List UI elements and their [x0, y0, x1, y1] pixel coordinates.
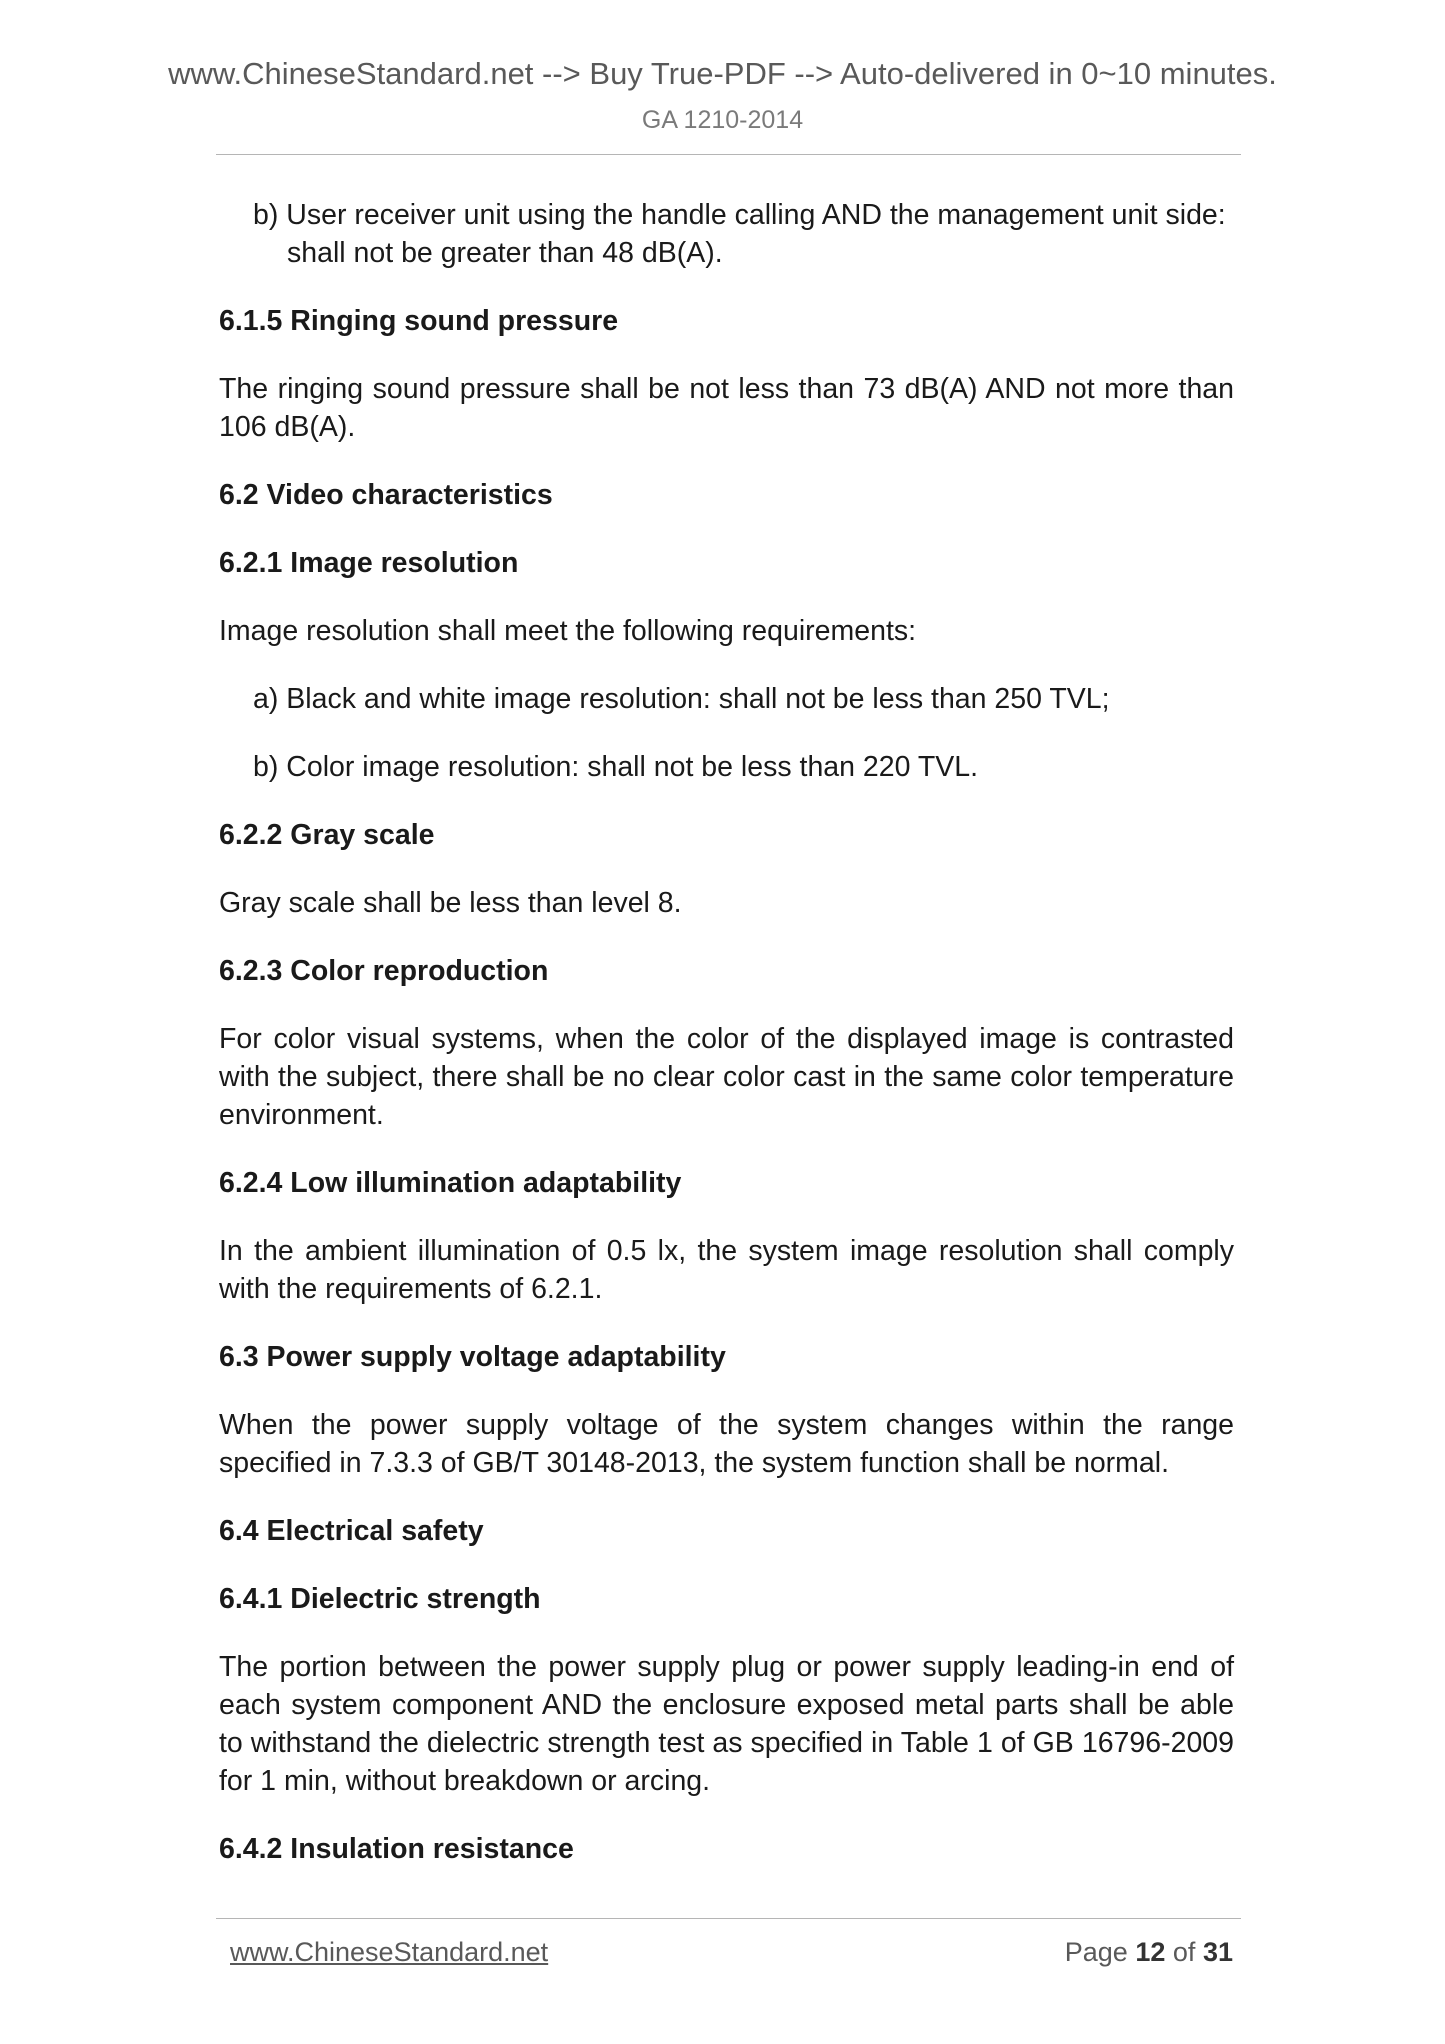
paragraph-6-2-3: For color visual systems, when the color of the displayed image is contrasted with the subject, there shall be no clear color cast in the same color temperature environment. — [219, 1023, 1234, 1131]
heading-6-3: 6.3 Power supply voltage adaptability — [219, 1341, 726, 1373]
heading-6-2-1: 6.2.1 Image resolution — [219, 547, 519, 579]
header-banner: www.ChineseStandard.net --> Buy True-PDF --> Auto-delivered in 0~10 minutes. — [168, 56, 1277, 91]
heading-6-2-2: 6.2.2 Gray scale — [219, 819, 435, 851]
page-current: 12 — [1135, 1937, 1166, 1967]
paragraph-6-1-5: The ringing sound pressure shall be not less than 73 dB(A) AND not more than 106 dB(A). — [219, 373, 1234, 443]
standard-code: GA 1210-2014 — [641, 106, 804, 134]
footer-website-link[interactable]: www.ChineseStandard.net — [230, 1937, 549, 1967]
page-total: 31 — [1202, 1937, 1233, 1967]
page-prefix: Page — [1064, 1937, 1128, 1967]
document-body — [219, 196, 1234, 1898]
paragraph-6-4-1: The portion between the power supply plug or power supply leading-in end of each system component AND the enclosure exposed metal parts shall be able to withstand the dielectric strength test as specified in Table 1 of GB 16796-2009 for 1 min, without breakdown or arcing. — [219, 1651, 1234, 1797]
paragraph-6-2-4: In the ambient illumination of 0.5 lx, the system image resolution shall comply with the requirements of 6.2.1. — [219, 1235, 1234, 1305]
list-item-a-bw: a) Black and white image resolution: shall not be less than 250 TVL; — [253, 683, 1110, 715]
page-of: of — [1172, 1937, 1196, 1967]
paragraph-6-2-2: Gray scale shall be less than level 8. — [219, 887, 682, 919]
page-number — [1065, 1937, 1233, 1968]
list-item-b-color: b) Color image resolution: shall not be less than 220 TVL. — [253, 751, 979, 783]
heading-6-2: 6.2 Video characteristics — [219, 479, 553, 511]
list-item-b-audio: b) User receiver unit using the handle calling AND the management unit side: shall not be greater than 48 dB(A). — [253, 199, 1226, 269]
header-divider — [216, 154, 1241, 155]
heading-6-4: 6.4 Electrical safety — [219, 1515, 484, 1547]
paragraph-6-2-1: Image resolution shall meet the following requirements: — [219, 615, 917, 647]
paragraph-6-3: When the power supply voltage of the system changes within the range specified in 7.3.3 of GB/T 30148-2013, the system function shall be normal. — [219, 1409, 1234, 1479]
heading-6-2-3: 6.2.3 Color reproduction — [219, 955, 549, 987]
footer-divider — [216, 1918, 1241, 1919]
heading-6-1-5: 6.1.5 Ringing sound pressure — [219, 305, 619, 337]
heading-6-4-2: 6.4.2 Insulation resistance — [219, 1833, 574, 1865]
heading-6-4-1: 6.4.1 Dielectric strength — [219, 1583, 541, 1615]
heading-6-2-4: 6.2.4 Low illumination adaptability — [219, 1167, 682, 1199]
